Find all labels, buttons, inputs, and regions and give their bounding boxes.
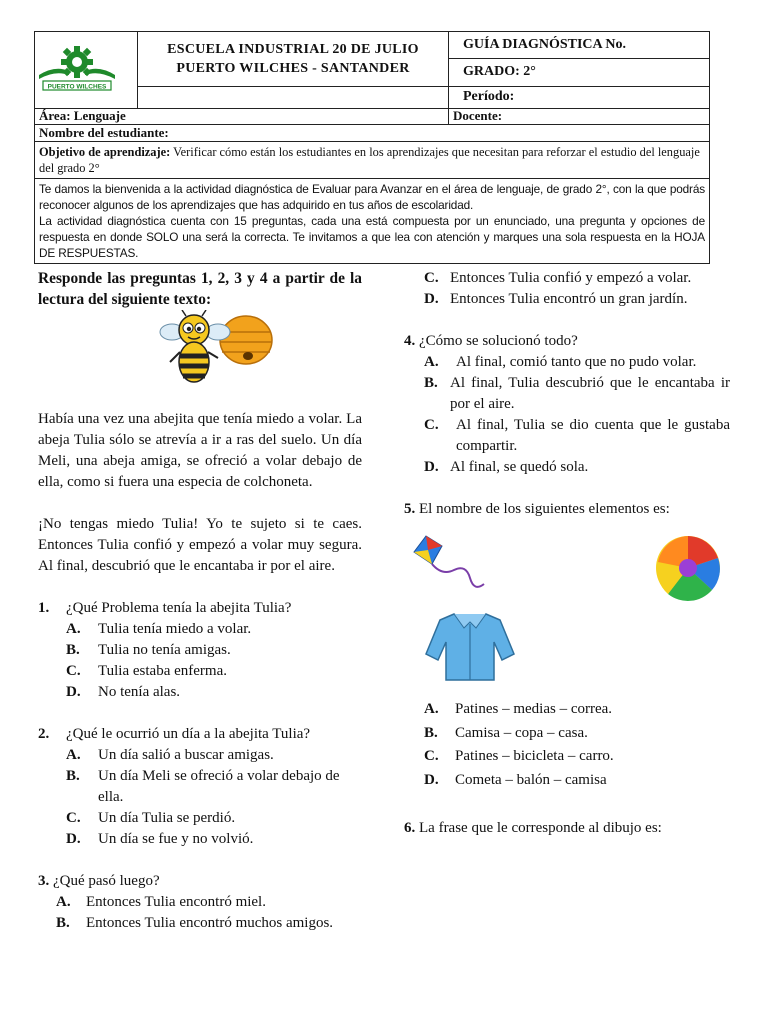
option-a[interactable]: A. Tulia tenía miedo a volar. [66,621,252,637]
question-2 [38,724,362,850]
option-d[interactable]: D. Entonces Tulia encontró un gran jardín. [424,291,688,307]
question-text: ¿Cómo se solucionó todo? [419,333,578,349]
question-text: ¿Qué Problema tenía la abejita Tulia? [66,600,292,616]
option-d[interactable]: D. No tenía alas. [66,684,181,700]
option-c[interactable]: C. Entonces Tulia confió y empezó a volar. [424,270,692,286]
grade-field: GRADO: 2° [449,59,710,87]
option-b[interactable]: B. Un día Meli se ofreció a volar debajo de ella. [66,768,340,805]
school-name-cell [138,32,449,87]
option-d[interactable]: D. Un día se fue y no volvió. [66,831,254,847]
question-number: 6. [404,820,416,836]
story-paragraph-2: ¡No tengas miedo Tulia! Yo te sujeto si te caes. Entonces Tulia confió y empezó a volar muy segura. Al final, descubrió que le encantaba ir por el aire. [38,516,362,574]
option-b[interactable]: B. Camisa – copa – casa. [424,724,588,741]
question-3 [38,871,362,934]
option-a[interactable]: A. Un día salió a buscar amigas. [66,747,274,763]
header-blank-cell [138,87,449,109]
option-a[interactable]: A. Al final, comió tanto que no pudo volar. [424,354,697,370]
question-number: 4. [404,333,416,349]
instructions-cell [35,179,710,264]
objective-label: Objetivo de aprendizaje: [39,145,171,159]
school-logo-icon [35,45,119,95]
school-name: ESCUELA INDUSTRIAL 20 DE JULIO [167,42,419,57]
question-number: 1. [38,600,50,616]
bee-illustration [38,310,362,388]
left-column [38,268,362,934]
story-paragraph-1: Había una vez una abejita que tenía miedo a volar. La abeja Tulia sólo se atrevía a ir a ras del suelo. Un día Meli, una abeja amiga, se ofreció a volar debajo de ella, como si fuera una especia de colchoneta. [38,411,362,490]
question-6 [404,818,730,839]
question-3-continued [404,268,730,310]
question-1 [38,598,362,703]
objective-cell [35,142,710,179]
question-4 [404,331,730,478]
question-text: El nombre de los siguientes elementos es: [419,501,670,517]
bee-icon [156,310,276,388]
reading-instruction: Responde las preguntas 1, 2, 3 y 4 a partir de la lectura del siguiente texto: [38,270,362,308]
student-name-field: Nombre del estudiante: [35,125,710,142]
period-field: Período: [449,87,710,109]
guide-number: GUÍA DIAGNÓSTICA No. [449,32,710,59]
right-column [404,268,730,839]
option-b[interactable]: B. Al final, Tulia descubrió que le encantaba ir por el aire. [424,375,730,412]
option-c[interactable]: C. Tulia estaba enferma. [66,663,227,679]
instructions-text: La actividad diagnóstica cuenta con 15 preguntas, cada una está compuesta por un enunciado, una pregunta y opciones de respuesta en donde SOLO una será la correcta. Te invitamos a que lea con atención y marques una sola respuesta en la HOJA DE RESPUESTAS. [39,214,705,260]
option-d[interactable]: D. Al final, se quedó sola. [424,459,589,475]
option-c[interactable]: C. Al final, Tulia se dio cuenta que le gustaba compartir. [424,417,730,454]
option-b[interactable]: B. Tulia no tenía amigas. [66,642,231,658]
question-number: 5. [404,501,416,517]
option-a[interactable]: A. Entonces Tulia encontró miel. [56,894,266,910]
question-number: 3. [38,873,50,889]
option-d[interactable]: D. Cometa – balón – camisa [424,771,607,788]
question-text: ¿Qué le ocurrió un día a la abejita Tulia? [66,726,311,742]
objective-text: Verificar cómo están los estudiantes en los aprendizajes que necesitan para reforzar el estudio del lenguaje del grado 2° [39,145,700,175]
school-location: PUERTO WILCHES - SANTANDER [176,61,410,76]
shirt-icon [424,610,516,682]
welcome-text: Te damos la bienvenida a la actividad diagnóstica de Evaluar para Avanzar en el área de lenguaje, de grado 2°, con la que podrás reconocer algunos de los aprendizajes que has adquirido en tus años de escolaridad. [39,182,705,212]
option-a[interactable]: A. Patines – medias – correa. [424,701,613,717]
logo-text: PUERTO WILCHES [47,83,107,91]
kite-icon [408,534,488,590]
school-logo-cell [35,32,138,109]
option-c[interactable]: C. Un día Tulia se perdió. [66,810,236,826]
option-c[interactable]: C. Patines – bicicleta – carro. [424,748,614,764]
teacher-field: Docente: [449,109,710,125]
ball-icon [654,534,724,604]
header-table [34,31,710,264]
area-field: Área: Lenguaje [35,109,449,125]
question-text: La frase que le corresponde al dibujo es: [419,820,662,836]
question-text: ¿Qué pasó luego? [53,873,160,889]
question-5 [404,499,730,792]
question-number: 2. [38,726,50,742]
items-illustration [404,520,730,698]
option-b[interactable]: B. Entonces Tulia encontró muchos amigos. [56,915,334,931]
